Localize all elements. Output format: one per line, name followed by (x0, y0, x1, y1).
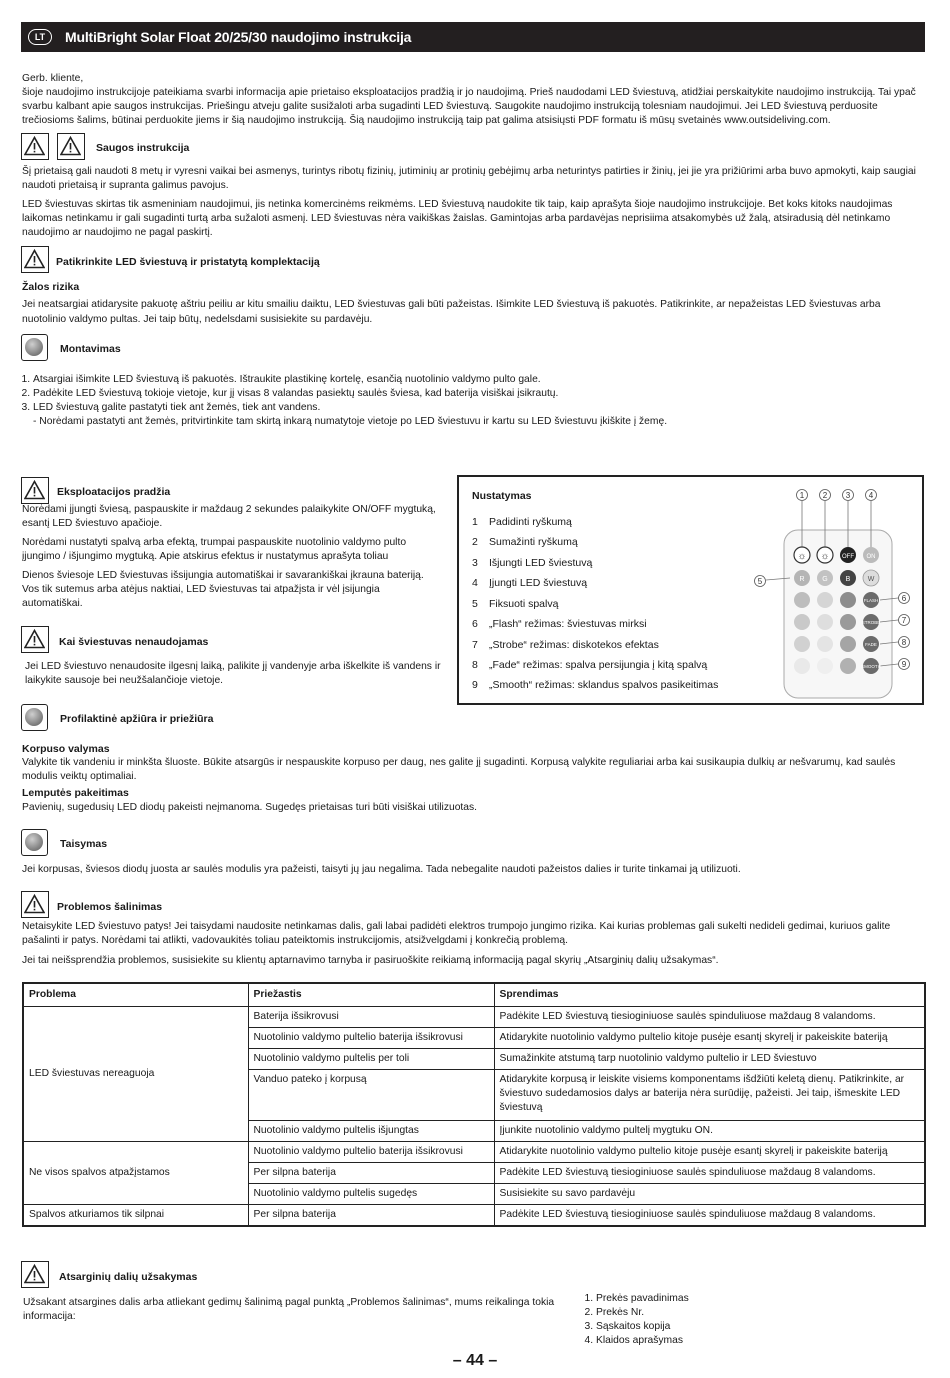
setting-item: 1 Padidinti ryškumą (472, 516, 572, 528)
parts-list-item: 2. Prekės Nr. (596, 1306, 780, 1320)
cause-cell: Per silpna baterija (248, 1205, 494, 1227)
setting-item: 3 Išjungti LED šviestuvą (472, 557, 593, 569)
parts-list-container (580, 1292, 780, 1348)
warning-icon (21, 626, 49, 653)
column-header: Problema (23, 983, 248, 1007)
solution-cell: Atidarykite nuotolinio valdymo pultelio kitoje pusėje esantį skyrelį ir pakeiskite bateriją (494, 1142, 925, 1163)
cause-cell: Vanduo pateko į korpusą (248, 1070, 494, 1121)
parts-title: Atsarginių dalių užsakymas (59, 1271, 198, 1283)
svg-text:STROBE: STROBE (861, 620, 881, 625)
safety-paragraph: Šį prietaisą gali naudoti 8 metų ir vyresni vaikai bei asmenys, turintys ribotų fizinių, jutiminių ar protinių gebėjimų arba neturintys patirties ir žinių, jei jie yra prižiūrimi arba buvo apmokyti, kaip saugiai naudoti prietaisą ir supranta galimus pavojus. (22, 166, 916, 191)
warning-icon (21, 477, 49, 504)
solution-cell: Sumažinkite atstumą tarp nuotolinio valdymo pultelio ir LED šviestuvo (494, 1049, 925, 1070)
svg-text:☼: ☼ (820, 551, 830, 562)
solution-cell: Susisiekite su savo pardavėju (494, 1184, 925, 1205)
settings-title: Nustatymas (472, 490, 532, 502)
intro-section (22, 72, 922, 128)
callout-label: 8 (901, 638, 907, 647)
mounting-title: Montavimas (60, 343, 121, 355)
callout-label: 9 (901, 660, 907, 669)
solution-cell: Atidarykite korpusą ir leiskite visiems komponentams išdžiūti keletą dienų. Patikrinkite, ar šviestuvo sudedamosios dalys ar baterija nėra surūdiję, pažeisti. Jei taip, išmeskite LED šviestuvą (494, 1070, 925, 1121)
parts-list-item: 4. Klaidos aprašymas (596, 1334, 780, 1348)
callout-label: 5 (757, 577, 763, 586)
warning-icon (57, 133, 85, 160)
cause-cell: Per silpna baterija (248, 1163, 494, 1184)
column-header: Sprendimas (494, 983, 925, 1007)
cause-cell: Baterija išsikrovusi (248, 1007, 494, 1028)
intro-text: šioje naudojimo instrukcijoje pateikiama svarbi informacija apie prietaiso eksploatacijos pradžią ir jo naudojimą. Prieš naudodami LED šviestuvą, atidžiai perskaitykite naudojimo instrukciją. Tai ypač svarbu kalbant apie saugos instrukcijas. Priešingu atveju galite susižaloti arba sugadinti LED šviestuvą. Saugokite naudojimo instrukciją tolesniam naudojimui. Jei LED šviestuvą perduosite trečiosioms šalims, būtinai perduokite jiems ir šią naudojimo instrukciją. Šią naudojimo instrukciją taip pat galima atsisiųsti PDF formatu iš mūsų svetainės www.outsideliving.com. (22, 87, 916, 126)
repair-title: Taisymas (60, 838, 108, 850)
warning-icon (21, 1261, 49, 1288)
mounting-step: 1. Atsargiai išimkite LED šviestuvą iš pakuotės. Ištraukite plastikinę kortelę, esančią nuotolinio valdymo pulto gale. (33, 373, 920, 387)
mounting-step: 3. LED šviestuvą galite pastatyti tiek ant žemės, tiek ant vandens. (33, 401, 920, 415)
tool-icon (21, 704, 48, 731)
column-header: Priežastis (248, 983, 494, 1007)
start-paragraph: Norėdami nustatyti spalvą arba efektą, trumpai paspauskite nuotolinio valdymo pulto įjungimo / išjungimo mygtuką. Apie atskirus efektus ir nustatymus aprašyta toliau (22, 537, 407, 562)
svg-text:☼: ☼ (797, 551, 807, 562)
housing-cleaning-title: Korpuso valymas (22, 743, 110, 755)
callout-label: 2 (822, 491, 828, 500)
start-paragraph: Dienos šviesoje LED šviestuvas išsijungia automatiškai ir savarankiškai įkrauna bateriją. Vos tik sutemus arba atėjus naktiai, LED šviestuvas tai atpažįsta ir vėl įsijungia automatiškai. (22, 570, 424, 609)
warning-icon (21, 133, 49, 160)
warning-icon (21, 891, 49, 918)
setting-item: 8 „Fade“ režimas: spalva persijungia į kitą spalvą (472, 659, 708, 671)
housing-cleaning-text: Valykite tik vandeniu ir minkšta šluoste. Būkite atsargūs ir nespauskite korpuso per daug, nes galite jį sugadinti. Korpusą valykite reguliariai arba kai susikaupia dulkių ar nešvarumų, kad saulės modulis veiktų optimaliai. (22, 757, 896, 783)
mounting-note: - Norėdami pastatyti ant žemės, pritvirtinkite tam skirtą inkarą numatytoje vietoje po LED šviestuvu ir kartu su LED šviestuvu įkiškite į žemę. (33, 416, 668, 427)
setting-item: 5 Fiksuoti spalvą (472, 598, 559, 610)
troubleshooting-title: Problemos šalinimas (57, 901, 163, 913)
troubleshooting-table (22, 982, 926, 1227)
bulb-replacement-title: Lemputės pakeitimas (22, 787, 129, 800)
parts-list-item: 3. Sąskaitos kopija (596, 1320, 780, 1334)
svg-text:R: R (799, 576, 805, 583)
svg-text:SMOOTH: SMOOTH (861, 664, 881, 669)
parts-list (580, 1292, 780, 1348)
cause-cell: Nuotolinio valdymo pultelio baterija išsikrovusi (248, 1028, 494, 1049)
table-row (23, 1142, 925, 1163)
safety-section (22, 165, 922, 240)
page-header (21, 22, 925, 52)
parts-list-item: 1. Prekės pavadinimas (596, 1292, 780, 1306)
callout-label: 4 (868, 491, 874, 500)
start-title: Eksploatacijos pradžia (57, 486, 171, 498)
cause-cell: Nuotolinio valdymo pultelis sugedęs (248, 1184, 494, 1205)
unused-title: Kai šviestuvas nenaudojamas (59, 636, 209, 648)
troubleshooting-paragraph: Netaisykite LED šviestuvo patys! Jei taisydami naudosite netinkamas dalis, gali labai padidėti elektros trumpojo jungimo rizika. Kai kurias problemas gali sukelti nedideli gedimai, kuriuos galite pašalinti ir patys. Norėdami tai atlikti, vadovaukitės toliau pateiktomis instrukcijomis, atsižvelgdami į konkrečią problemą. (22, 921, 891, 946)
setting-item: 4 Įjungti LED šviestuvą (472, 577, 588, 589)
table-row (23, 1205, 925, 1227)
start-paragraph: Norėdami įjungti šviesą, paspauskite ir maždaug 2 sekundes palaikykite ON/OFF mygtuką, esantį LED šviestuvo apačioje. (22, 504, 436, 529)
callout-label: 1 (799, 491, 805, 500)
mounting-steps (20, 373, 920, 429)
setting-item: 2 Sumažinti ryškumą (472, 536, 578, 548)
solution-cell: Atidarykite nuotolinio valdymo pultelio kitoje pusėje esantį skyrelį ir pakeiskite bateriją (494, 1028, 925, 1049)
damage-risk-title: Žalos rizika (22, 281, 80, 293)
solution-cell: Padėkite LED šviestuvą tiesioginiuose saulės spinduliuose maždaug 8 valandoms. (494, 1205, 925, 1227)
troubleshooting-paragraph: Jei tai neišsprendžia problemos, susisiekite su klientų aptarnavimo tarnyba ir pasiruoškite reikiamą informaciją pagal skyrių „Atsarginių dalių užsakymas“. (22, 955, 719, 966)
mounting-step: 2. Padėkite LED šviestuvą tokioje vietoje, kur jį visas 8 valandas pasiektų saulės šviesa, kad baterija visiškai įsikrautų. (33, 387, 920, 401)
setting-item: 9 „Smooth“ režimas: sklandus spalvos pasikeitimas (472, 679, 719, 691)
intro-greeting: Gerb. kliente, (22, 73, 84, 84)
tool-icon (21, 334, 48, 361)
maintenance-section (22, 742, 922, 815)
document-title: MultiBright Solar Float 20/25/30 naudojimo instrukcija (65, 29, 412, 45)
table-header-row (23, 983, 925, 1007)
settings-panel (457, 475, 924, 705)
bulb-replacement-text: Pavienių, sugedusių LED diodų pakeisti neįmanoma. Sugedęs prietaisas turi būti visiškai utilizuotas. (22, 801, 478, 813)
check-text: Jei neatsargiai atidarysite pakuotę aštriu peiliu ar kitu smailiu daiktu, LED šviestuvas gali būti pažeistas. Išimkite LED šviestuvą iš pakuotės. Patikrinkite, ar nepažeistas LED šviestuvas arba nuotolinio valdymo pultas. Jei taip būtų, nedelsdami susisiekite su pardavėju. (22, 299, 881, 326)
repair-text: Jei korpusas, šviesos diodų juosta ar saulės modulis yra pažeisti, taisyti jų jau negalima. Tada nebegalite naudoti pažeistos dalies ir turite tinkamai ją utilizuoti. (22, 864, 741, 875)
problem-cell: Spalvos atkuriamos tik silpnai (23, 1205, 248, 1227)
maintenance-title: Profilaktinė apžiūra ir priežiūra (60, 713, 214, 725)
parts-text: Užsakant atsargines dalis arba atliekant gedimų šalinimą pagal punktą „Problemos šalinimas“, mums reikalinga tokia informacija: (23, 1297, 555, 1322)
remote-control-illustration (744, 485, 919, 700)
solution-cell: Įjunkite nuotolinio valdymo pultelį mygtuku ON. (494, 1121, 925, 1142)
unused-text: Jei LED šviestuvo nenaudosite ilgesnį laiką, palikite jį vandenyje arba iškelkite iš vandens ir laikykite sausoje bei neužšalančioje vietoje. (25, 661, 441, 686)
svg-text:FLASH: FLASH (863, 598, 879, 603)
start-section (22, 503, 442, 611)
warning-icon (21, 246, 49, 273)
problem-cell: LED šviestuvas nereaguoja (23, 1007, 248, 1142)
callout-label: 3 (845, 491, 851, 500)
troubleshooting-section (22, 920, 922, 968)
callout-label: 6 (901, 594, 907, 603)
solution-cell: Padėkite LED šviestuvą tiesioginiuose saulės spinduliuose maždaug 8 valandoms. (494, 1007, 925, 1028)
svg-text:OFF: OFF (842, 554, 854, 560)
safety-title: Saugos instrukcija (96, 142, 190, 154)
solution-cell: Padėkite LED šviestuvą tiesioginiuose saulės spinduliuose maždaug 8 valandoms. (494, 1163, 925, 1184)
svg-text:B: B (845, 576, 851, 583)
language-badge: LT (28, 29, 52, 45)
check-title: Patikrinkite LED šviestuvą ir pristatytą komplektaciją (56, 256, 320, 268)
svg-text:FADE: FADE (865, 642, 877, 647)
setting-item: 7 „Strobe“ režimas: diskotekos efektas (472, 639, 659, 651)
cause-cell: Nuotolinio valdymo pultelis per toli (248, 1049, 494, 1070)
svg-text:G: G (822, 576, 828, 583)
page-number: – 44 – (452, 1352, 498, 1369)
problem-cell: Ne visos spalvos atpažįstamos (23, 1142, 248, 1205)
table-row (23, 1007, 925, 1028)
cause-cell: Nuotolinio valdymo pultelio baterija išsikrovusi (248, 1142, 494, 1163)
setting-item: 6 „Flash“ režimas: šviestuvas mirksi (472, 618, 647, 630)
tool-icon (21, 829, 48, 856)
callout-label: 7 (901, 616, 907, 625)
cause-cell: Nuotolinio valdymo pultelis išjungtas (248, 1121, 494, 1142)
mounting-list (20, 373, 920, 415)
safety-paragraph: LED šviestuvas skirtas tik asmeniniam naudojimui, jis netinka komercinėms reikmėms. LED šviestuvą naudokite tik taip, kaip aprašyta šioje naudojimo instrukcijoje. Bet koks kitoks naudojimas laikomas netinkamu ir gali sugadinti turtą arba sužaloti asmenį. LED šviestuvas nėra vaikiškas žaislas. Gamintojas arba pardavėjas neprisiima atsakomybės už žalą, atsiradusią dėl netinkamo naudojimo ar naudojimo ne pagal paskirtį. (22, 199, 893, 238)
svg-text:ON: ON (866, 554, 876, 560)
svg-text:W: W (867, 576, 875, 583)
